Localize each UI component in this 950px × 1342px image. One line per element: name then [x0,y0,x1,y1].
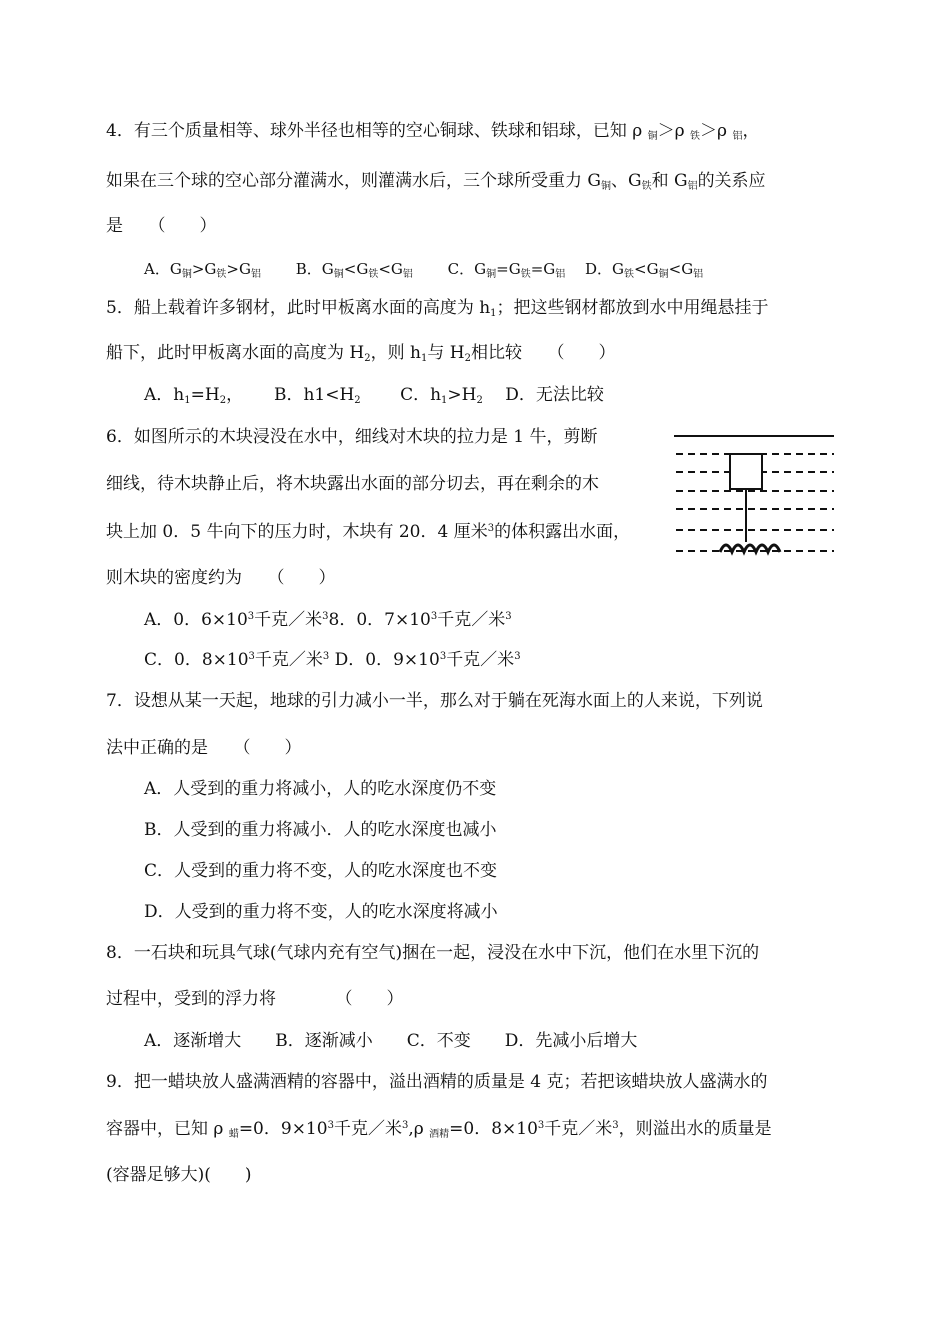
wood-block [730,454,762,489]
q8-line2: 过程中，受到的浮力将 （ ） [106,989,404,1009]
q5-option-c: C．$h_1>H_2$ [400,385,483,406]
q5-options [144,384,604,406]
q7-option-c: C．人受到的重力将不变，人的吃水深度也不变 [144,861,498,881]
q6-option-c: C．0．$8\times 10^3$千克／米$^3$ [144,650,330,670]
q4-option-a: A．$G_铜>G_铁>G_铝$ [144,260,261,280]
q4-line3: 是 （ ） [106,216,217,236]
q7-option-a: A．人受到的重力将减小，人的吃水深度仍不变 [144,779,497,799]
q5-line1: 5．船上载着许多钢材，此时甲板离水面的高度为 $h_1$；把这些钢材都放到水中用绳悬挂于 [106,298,769,319]
q4-option-c: C．$G_铜=G_铁=G_铝$ [447,260,566,280]
q6-line1: 6．如图所示的木块浸没在水中，细线对木块的拉力是 1 牛，剪断 [106,427,598,447]
q7-option-d: D．人受到的重力将不变，人的吃水深度将减小 [144,902,498,922]
wood-block-figure [672,430,838,560]
q5-line2: 船下，此时甲板离水面的高度为 $H_2$，则 $h_1$与 $H_2$相比较 （ ） [106,343,616,364]
q6-line3: 块上加 0．5 牛向下的压力时，木块有 20．4 厘米$^3$的体积露出水面， [106,522,631,542]
q7-line2: 法中正确的是 （ ） [106,738,302,758]
q4-option-d: D．$G_铁<G_铜<G_铝$ [585,260,704,280]
q5-option-b: B．$h1<H_2$ [273,385,361,406]
q4-line2: 如果在三个球的空心部分灌满水，则灌满水后，三个球所受重力 $G_铜$、$G_铁$和 $G_铝$的关系应 [106,171,766,192]
q7-option-b: B．人受到的重力将减小．人的吃水深度也减小 [144,820,497,840]
q8-line1: 8．一石块和玩具气球(气球内充有空气)捆在一起，浸没在水中下沉，他们在水里下沉的 [106,943,760,963]
q4-options [144,258,703,280]
q9-line1: 9．把一蜡块放人盛满酒精的容器中，溢出酒精的质量是 4 克；若把该蜡块放人盛满水的 [106,1072,768,1092]
q4-option-b: B．$G_铜<G_铁<G_铝$ [295,260,413,280]
q6-option-a: A．0．$6\times 10^3$千克／米$^3$ [144,610,329,630]
q9-line2: 容器中，已知 ρ $_蜡$=0．$9\times 10^3$千克／米$^3$,ρ $_{酒精}$=0．$8\times 10^3$千克／米$^3$，则溢出水的质量是 [106,1119,772,1140]
q8-options: A．逐渐增大 B．逐渐减小 C．不变 D．先减小后增大 [144,1031,638,1051]
q6-option-d: D．0．$9\times 10^3$千克／米$^3$ [334,650,521,670]
q4-line1: 4．有三个质量相等、球外半径也相等的空心铜球、铁球和铝球，已知 ρ $_铜$＞ρ $_铁$＞ρ $_铝$， [106,121,760,142]
q6-options-cd [144,649,521,671]
q7-line1: 7．设想从某一天起，地球的引力减小一半，那么对于躺在死海水面上的人来说，下列说 [106,691,763,711]
q6-options-ab [144,609,512,631]
q6-line4: 则木块的密度约为 （ ） [106,568,336,588]
q5-option-d: D．无法比较 [505,385,604,405]
q9-line3: (容器足够大)( ) [106,1165,252,1185]
q5-option-a: A．$h_1=H_2$， [144,385,235,406]
q6-option-b: 8．0．$7\times 10^3$千克／米$^3$ [328,610,512,630]
q6-line2: 细线，待木块静止后，将木块露出水面的部分切去，再在剩余的木 [106,474,599,494]
